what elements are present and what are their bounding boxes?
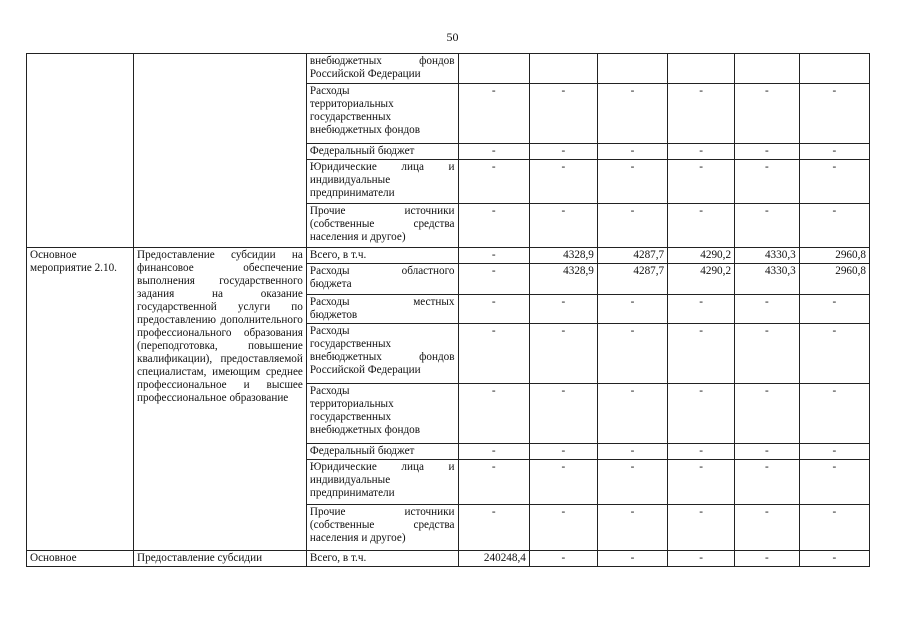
value-cell: -: [458, 444, 529, 460]
value-cell: -: [458, 295, 529, 324]
value-cell: 4290,2: [668, 248, 735, 264]
value-cell: [529, 54, 597, 84]
description-cell: [134, 54, 307, 248]
funding-source-line: территориальных: [309, 98, 394, 110]
financing-table: [26, 53, 870, 567]
value-cell: -: [735, 324, 800, 384]
value-cell: 4328,9: [529, 264, 597, 295]
value-cell: -: [529, 444, 597, 460]
funding-source-line: Федеральный бюджет: [309, 145, 415, 157]
value-cell: [668, 54, 735, 84]
funding-source-line: Расходы местных: [309, 296, 455, 308]
value-cell: -: [799, 144, 869, 160]
value-cell: -: [458, 324, 529, 384]
funding-source-line: внебюджетных фондов: [309, 124, 421, 136]
value-cell: 2960,8: [799, 248, 869, 264]
value-cell: 4328,9: [529, 248, 597, 264]
value-cell: -: [458, 144, 529, 160]
funding-source-line: бюджетов: [309, 309, 358, 321]
value-cell: [458, 54, 529, 84]
funding-source-line: Прочие источники: [309, 205, 455, 217]
funding-source-line: индивидуальные: [309, 174, 391, 186]
value-cell: 4330,3: [735, 248, 800, 264]
funding-source-cell: [306, 144, 458, 160]
funding-source-line: населения и другое): [309, 532, 406, 544]
value-cell: -: [529, 460, 597, 505]
funding-source-line: Расходы: [309, 85, 350, 97]
value-cell: -: [735, 444, 800, 460]
value-cell: -: [597, 444, 667, 460]
value-cell: -: [735, 295, 800, 324]
value-cell: -: [735, 204, 800, 248]
value-cell: -: [597, 551, 667, 567]
value-cell: -: [799, 384, 869, 444]
value-cell: [735, 54, 800, 84]
value-cell: -: [529, 384, 597, 444]
funding-source-line: Прочие источники: [309, 506, 455, 518]
value-cell: -: [458, 264, 529, 295]
value-cell: -: [529, 160, 597, 204]
funding-source-line: государственных: [309, 338, 392, 350]
value-cell: -: [735, 551, 800, 567]
funding-source-line: Российской Федерации: [309, 68, 421, 80]
value-cell: -: [458, 384, 529, 444]
table-row: [27, 248, 870, 264]
value-cell: -: [597, 84, 667, 144]
value-cell: -: [529, 551, 597, 567]
funding-source-line: внебюджетных фондов: [309, 55, 455, 67]
value-cell: -: [458, 84, 529, 144]
value-cell: 4290,2: [668, 264, 735, 295]
value-cell: [597, 54, 667, 84]
value-cell: -: [529, 505, 597, 551]
funding-source-line: Расходы областного: [309, 265, 455, 277]
funding-source-cell: [306, 204, 458, 248]
funding-source-line: Федеральный бюджет: [309, 445, 415, 457]
value-cell: -: [668, 84, 735, 144]
value-cell: -: [458, 248, 529, 264]
funding-source-line: (собственные средства: [309, 519, 455, 531]
funding-source-line: Всего, в т.ч.: [309, 552, 367, 564]
value-cell: -: [529, 84, 597, 144]
value-cell: -: [597, 160, 667, 204]
activity-cell: Основное: [27, 551, 134, 567]
value-cell: -: [529, 144, 597, 160]
activity-cell: Основное мероприятие 2.10.: [27, 248, 134, 551]
activity-cell: [27, 54, 134, 248]
description-cell: Предоставление субсидии на финансовое обеспечение выполнения государственного задания на оказание государственной услуги по предоставлению дополнительного профессионального образования (переподготовка, повышение квалификации), предоставляемой специалистам, имеющим среднее профессиональное и высшее профессиональное образование: [134, 248, 307, 551]
value-cell: -: [799, 160, 869, 204]
funding-source-line: предприниматели: [309, 187, 395, 199]
value-cell: -: [735, 505, 800, 551]
value-cell: -: [799, 295, 869, 324]
table-body: [27, 54, 870, 567]
value-cell: -: [458, 160, 529, 204]
value-cell: -: [529, 204, 597, 248]
value-cell: -: [799, 551, 869, 567]
value-cell: 240248,4: [458, 551, 529, 567]
value-cell: -: [799, 324, 869, 384]
funding-source-cell: [306, 444, 458, 460]
value-cell: -: [529, 324, 597, 384]
value-cell: -: [597, 505, 667, 551]
value-cell: -: [668, 460, 735, 505]
value-cell: -: [668, 160, 735, 204]
value-cell: -: [735, 384, 800, 444]
funding-source-cell: [306, 384, 458, 444]
funding-source-line: Всего, в т.ч.: [309, 249, 367, 261]
value-cell: -: [668, 144, 735, 160]
table-row: [27, 551, 870, 567]
funding-source-line: Юридические лица и: [309, 461, 455, 473]
value-cell: -: [597, 460, 667, 505]
value-cell: -: [458, 204, 529, 248]
table-row: [27, 54, 870, 84]
funding-source-line: государственных: [309, 411, 392, 423]
value-cell: 4330,3: [735, 264, 800, 295]
value-cell: -: [735, 160, 800, 204]
funding-source-line: внебюджетных фондов: [309, 351, 455, 363]
funding-source-cell: [306, 248, 458, 264]
value-cell: [799, 54, 869, 84]
funding-source-cell: [306, 264, 458, 295]
funding-source-line: населения и другое): [309, 231, 406, 243]
funding-source-cell: [306, 295, 458, 324]
funding-source-line: государственных: [309, 111, 392, 123]
value-cell: -: [799, 505, 869, 551]
funding-source-cell: [306, 160, 458, 204]
value-cell: -: [597, 295, 667, 324]
value-cell: -: [799, 460, 869, 505]
value-cell: 4287,7: [597, 264, 667, 295]
description-cell: Предоставление субсидии: [134, 551, 307, 567]
funding-source-line: Расходы: [309, 385, 350, 397]
funding-source-line: Расходы: [309, 325, 350, 337]
funding-source-line: внебюджетных фондов: [309, 424, 421, 436]
value-cell: -: [735, 144, 800, 160]
funding-source-line: бюджета: [309, 278, 352, 290]
funding-source-line: (собственные средства: [309, 218, 455, 230]
value-cell: -: [529, 295, 597, 324]
value-cell: -: [668, 505, 735, 551]
value-cell: -: [597, 324, 667, 384]
funding-source-cell: [306, 54, 458, 84]
value-cell: -: [597, 384, 667, 444]
value-cell: -: [799, 204, 869, 248]
page-number: 50: [446, 30, 459, 44]
value-cell: -: [799, 84, 869, 144]
value-cell: -: [668, 444, 735, 460]
value-cell: -: [735, 84, 800, 144]
value-cell: -: [668, 384, 735, 444]
value-cell: 4287,7: [597, 248, 667, 264]
funding-source-cell: [306, 460, 458, 505]
funding-source-line: Юридические лица и: [309, 161, 455, 173]
value-cell: -: [735, 460, 800, 505]
value-cell: -: [668, 324, 735, 384]
funding-source-cell: [306, 505, 458, 551]
funding-source-cell: [306, 324, 458, 384]
funding-source-cell: [306, 551, 458, 567]
value-cell: -: [458, 505, 529, 551]
funding-source-line: индивидуальные: [309, 474, 391, 486]
value-cell: -: [799, 444, 869, 460]
funding-source-line: предприниматели: [309, 487, 395, 499]
value-cell: -: [597, 144, 667, 160]
funding-source-cell: [306, 84, 458, 144]
value-cell: -: [668, 204, 735, 248]
value-cell: -: [668, 295, 735, 324]
value-cell: -: [597, 204, 667, 248]
value-cell: -: [668, 551, 735, 567]
funding-source-line: Российской Федерации: [309, 364, 421, 376]
funding-source-line: территориальных: [309, 398, 394, 410]
value-cell: -: [458, 460, 529, 505]
value-cell: 2960,8: [799, 264, 869, 295]
